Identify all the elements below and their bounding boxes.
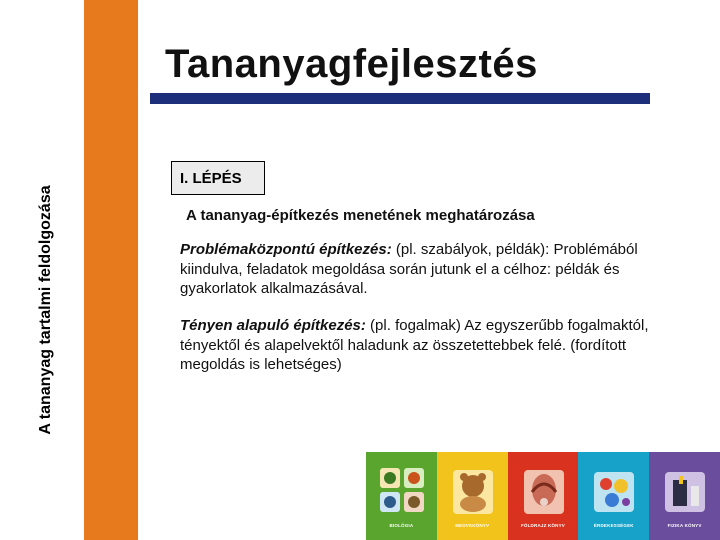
book-cover-biology <box>366 452 437 540</box>
book-cover-bear <box>437 452 508 540</box>
anatomy-illustration-image <box>518 462 570 522</box>
paragraph-lead: Problémaközpontú építkezés: <box>180 241 392 258</box>
section-vertical-title: A tananyag tartalmi feldolgozása <box>37 185 54 435</box>
book-cover-geography <box>508 452 579 540</box>
slide-title: Tananyagfejlesztés <box>165 42 538 86</box>
title-underline-bar <box>150 93 650 104</box>
side-accent-stripe <box>84 0 138 540</box>
biology-collage-image <box>376 462 428 522</box>
paragraph-lead: Tényen alapuló építkezés: <box>180 317 366 334</box>
tile-label: BIOLÓGIA <box>389 523 414 528</box>
paragraph-problem-based <box>180 240 650 299</box>
tile-label: ÉRDEKESSÉGEK <box>593 523 634 528</box>
paragraph-text: (pl. szabályok, példák): Problémából kiindulva, feladatok megoldása során jutunk el a célhoz: példák és gyakorlatok alkalmazásával. <box>180 241 638 297</box>
colorful-illustration-image <box>588 462 640 522</box>
step-label-box <box>171 161 265 195</box>
step-subheading: A tananyag-építkezés menetének meghatározása <box>186 207 535 224</box>
book-cover-strip <box>366 452 720 540</box>
tile-label: MEDVEKÖNYV <box>455 523 490 528</box>
physics-illustration-image <box>659 462 711 522</box>
paragraph-text: (pl. fogalmak) Az egyszerűbb fogalmaktól, tényektől és alapelvektől haladunk az összetettebbek felé. (fordított megoldás is lehetséges) <box>180 317 649 373</box>
paragraph-fact-based <box>180 316 650 375</box>
tile-label: FIZIKA KÖNYV <box>667 523 702 528</box>
book-cover-curiosities <box>578 452 649 540</box>
tile-label: FÖLDRAJZ KÖNYV <box>520 523 566 528</box>
book-cover-physics <box>649 452 720 540</box>
step-label: I. LÉPÉS <box>180 170 242 187</box>
bear-illustration-image <box>447 462 499 522</box>
